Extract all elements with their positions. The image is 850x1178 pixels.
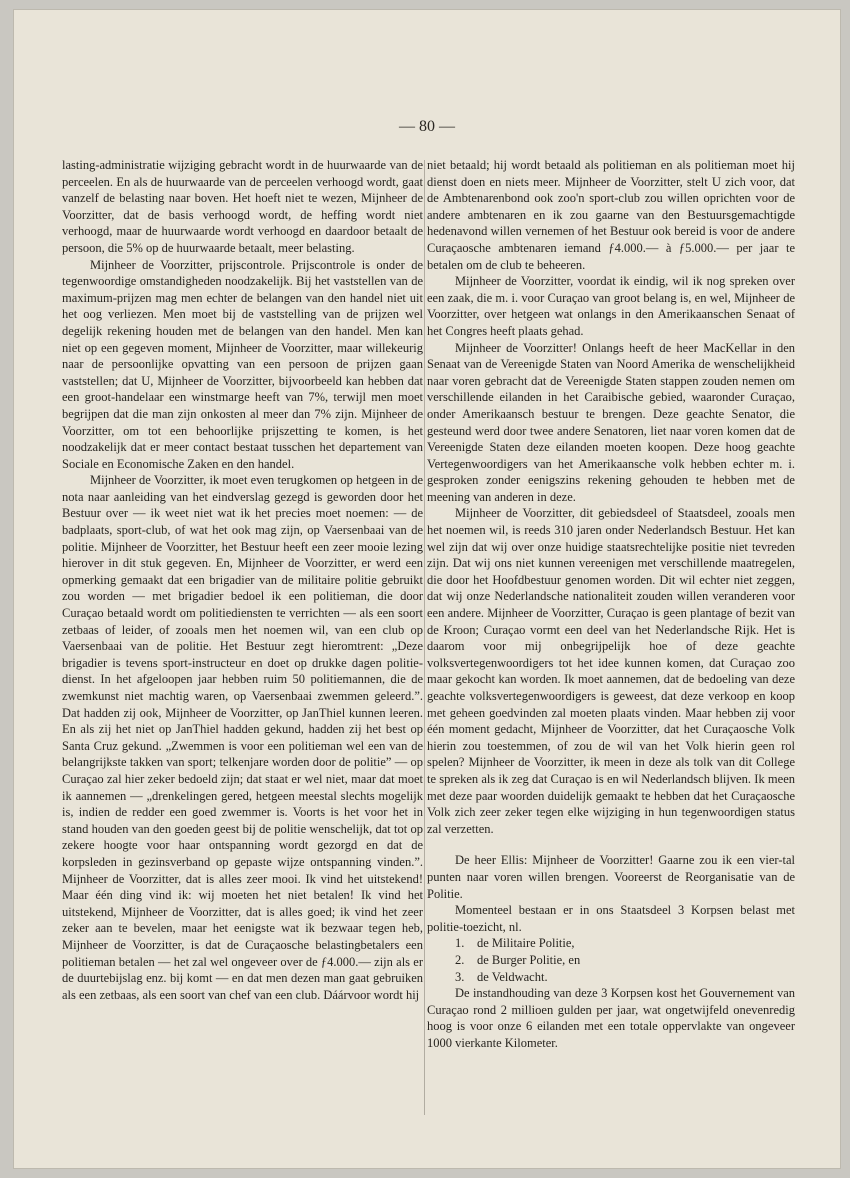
- left-paragraph-3: Mijnheer de Voorzitter, ik moet even terugkomen op hetgeen in de nota naar aanleiding van het eindverslag gezegd is geworden door het Bestuur over — ik weet niet wat ik het precies moet noemen: — de badplaats, sport-club, of wat het ook mag zijn, op Vaersenbaai van de politie. Mijnheer de Voorzitter, het Bestuur heeft een zeer mooie lezing hierover in dit stuk gegeven. En, Mijnheer de Voorzitter, er werd een opmerking gemaakt dat een brigadier van de militaire politie gebruikt zou worden — met brigadier bedoel ik een politieman, die door Curaçao betaald wordt om politiediensten te verrichten — als een soort zetbaas of leider, of zooals men het noemen wil, van een club op Vaersenbaai van de politie. Het Bestuur zegt hieromtrent: „Deze brigadier is tevens sport-instructeur en doet op drukke dagen politie-dienst. In het afgeloopen jaar hebben ruim 50 politiemannen, die de zwemkunst niet machtig waren, op Vaersenbaai zwemmen geleerd.”. Dat hadden zij ook, Mijnheer de Voorzitter, op JanThiel kunnen leeren. En als zij het niet op JanThiel hadden gekund, hadden zij het best op Santa Cruz gekund. „Zwemmen is voor een politieman wel een van de belangrijkste takken van sport; telkenjare worden door de politie” — op Curaçao zal hier zeker bedoeld zijn; dat staat er wel niet, maar dat moet ik aannemen — „drenkelingen gered, hetgeen meestal slechts mogelijk is, indien de redder een goed zwemmer is. Voorts is het voor het in stand houden van den goeden geest bij de politie wenschelijk, dat tot op zekere hoogte voor haar ontspanning wordt gezorgd en dat de korpsleden in gezinsverband op gepaste wijze ontspanning vinden.”. Mijnheer de Voorzitter, dat is alles zeer mooi. Ik vind het uitstekend! Maar één ding vind ik: wij moeten het niet betalen! Ik vind het uitstekend, Mijnheer de Voorzitter, dat is alles goed; ik vind het zeer zeker aan te bevelen, maar het eenigste wat ik bezwaar tegen heb, Mijnheer de Voorzitter, is dat de Curaçaosche belastingbetalers een politieman betalen — het zal wel ongeveer over de ƒ4.000.— zijn als er de duurtebijslag enz. bij komt — en dat men dezen man gaat gebruiken als een zetbaas, als een soort van chef van een club. Dáárvoor wordt hij: [62, 473, 423, 1002]
- right-paragraph-2: Mijnheer de Voorzitter, voordat ik eindig, wil ik nog spreken over een zaak, die m. i. voor Curaçao van groot belang is, en wel, Mijnheer de Voorzitter, over hetgeen wat onlangs in den Amerikaanschen Senaat of het Congres heeft plaats gehad.: [427, 274, 795, 338]
- page-number: — 80 —: [399, 118, 455, 135]
- right-column: [427, 157, 795, 1051]
- left-paragraph-1: lasting-administratie wijziging gebracht wordt in de huurwaarde van de perceelen. En als de huurwaarde van de perceelen verhoogd wordt, gaat vanzelf de belasting naar boven. Het hoeft niet te wezen, Mijnheer de Voorzitter, dat de basis verhoogd wordt, de heffing wordt niet verhoogd, maar de huurwaarde wordt verhoogd en daardoor betaalt de persoon, die 5% op de huurwaarde betaalt, meer belasting.: [62, 158, 423, 255]
- closing-paragraph: De instandhouding van deze 3 Korpsen kost het Gouvernement van Curaçao rond 2 millioen gulden per jaar, wat ongetwijfeld onevenredig hoog is voor onze 6 eilanden met een totale oppervlakte van ongeveer 1000 vierkante Kilometer.: [427, 986, 795, 1050]
- list-item-text: de Militaire Politie,: [477, 936, 575, 951]
- list-item: [427, 952, 795, 969]
- list-item-number: 3.: [455, 969, 465, 984]
- right-paragraph-3: Mijnheer de Voorzitter! Onlangs heeft de heer MacKellar in den Senaat van de Vereenigde Staten van Noord Amerika de wenschelijkheid naar voren gebracht dat de Vereenigde Staten stappen zouden nemen om verschillende eilanden in het Caraibische gebied, waaronder Curaçao, onder Amerikaansch bestuur te brengen. Deze geachte Senator, die gesteund werd door twee andere Senatoren, liet naar voren komen dat de Vereenigde Staten deze eilanden moeten koopen. Deze hoog geachte Vertegenwoordigers van het Amerikaansche volk hebben echter m. i. gesproken zonder eenigszins rekening gehouden te hebben met de meening van anderen in deze.: [427, 340, 795, 504]
- list-item: [427, 969, 795, 986]
- right-paragraph-4: Mijnheer de Voorzitter, dit gebiedsdeel of Staatsdeel, zooals men het noemen wil, is reeds 310 jaren onder Nederlandsch Bestuur. Het kan wel zijn dat wij over onze huidige staatsrechtelijke positie niet tevreden zijn. Dat wij ons niet kunnen vereenigen met verschillende maatregelen, die door het Hoofdbestuur genomen worden. Dit wil echter niet zeggen, dat wij onze Nederlandsche nationaliteit zouden willen veranderen voor een andere. Mijnheer de Voorzitter, Curaçao is geen plantage of bezit van de Kroon; Curaçao vormt een deel van het Nederlandsche Rijk. Het is daarom voor mij onbegrijpelijk hoe of deze geachte volksvertegenwoordigers tot het idee kunnen komen, dat Curaçao zoo maar gekocht kan worden. Ik moet aannemen, dat de bedoeling van deze geachte volksvertegenwoordigers is geweest, dat deze verkoop en koop met geheen goedvinden zal moeten plaats vinden. Maar hebben zij voor één moment gedacht, Mijnheer de Voorzitter, dat het Curaçaosche Volk hierin zou toestemmen, of zou de wil van het Volk hierin geen rol spelen? Mijnheer de Voorzitter, ik meen in deze als tolk van dit College te spreken als ik zeg dat Curaçao is en wil Nederlandsch blijven. Ik meen met deze paar woorden duidelijk gemaakt te hebben dat het Curaçaosche Volk zich zeer zeker tegen elke wijziging in hun tegenwoordigen status zal verzetten.: [427, 506, 795, 836]
- document-page: [14, 10, 840, 1168]
- list-item-text: de Burger Politie, en: [477, 952, 581, 967]
- list-item: [427, 935, 795, 952]
- list-item-text: de Veldwacht.: [477, 969, 548, 984]
- left-paragraph-2: Mijnheer de Voorzitter, prijscontrole. Prijscontrole is onder de tegenwoordige omstandigheden noodzakelijk. Bij het vaststellen van de maximum-prijzen mag men echter de belangen van den handel niet uit het oog verliezen. Men moet bij de vaststelling van de prijzen wel degelijk rekening houden met de belangen van den handel. Men kan niet op een gegeven moment, Mijnheer de Voorzitter, maar willekeurig naar de persoonlijke opvatting van een persoon de prijzen gaan vaststellen; dat U, Mijnheer de Voorzitter, bijvoorbeeld kan hebben dat een groot-handelaar een winstmarge heeft van 7%, terwijl men moet begrijpen dat die man zijn onkosten al meer dan 7% zijn. Mijnheer de Voorzitter, om tot een behoorlijke prijszetting te komen, is het noodzakelijk dat er meer contact bestaat tusschen het departement van Sociale en Economische Zaken en den handel.: [62, 257, 423, 471]
- speaker-ellis-paragraph: De heer Ellis: Mijnheer de Voorzitter! Gaarne zou ik een vier-tal punten naar voren willen brengen. Vooreerst de Reorganisatie van de Politie.: [427, 853, 795, 901]
- police-corps-paragraph: Momenteel bestaan er in ons Staatsdeel 3 Korpsen belast met politie-toezicht, nl.: [427, 903, 795, 934]
- left-column: [62, 157, 423, 1003]
- column-divider: [424, 160, 425, 1115]
- list-item-number: 2.: [455, 952, 465, 967]
- right-paragraph-1: niet betaald; hij wordt betaald als politieman en als politieman moet hij dienst doen en niets meer. Mijnheer de Voorzitter, stelt U zich voor, dat de Ambtenarenbond ook zoo'n sport-club zou willen oprichten voor de andere ambtenaren en ik zou gaarne van den Bestuursgemachtigde hedenavond willen vernemen of het Bestuur ook bereid is voor de andere Curaçaosche ambtenaren iemand ƒ4.000.— à ƒ5.000.— per jaar te betalen om de club te beheeren.: [427, 158, 795, 272]
- police-corps-list: [427, 935, 795, 985]
- list-item-number: 1.: [455, 936, 465, 951]
